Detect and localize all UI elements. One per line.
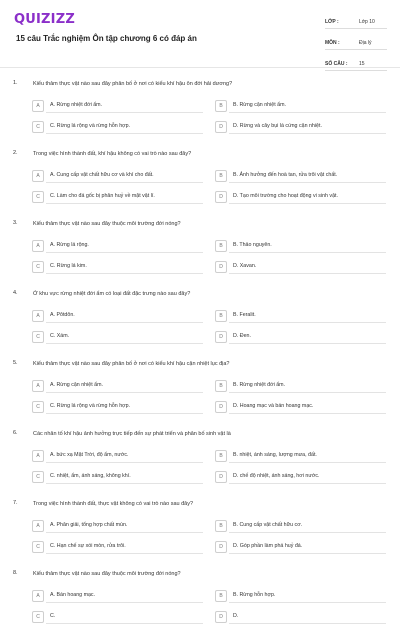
option-underline [46,343,203,344]
option-letter-box: C [32,331,44,343]
option-text: A. bức xạ Mặt Trời, độ ẩm, nước. [50,452,129,458]
question-number: 1. [13,80,18,86]
option-underline [46,392,203,393]
answer-option-b[interactable] [215,380,398,391]
option-underline [46,623,203,624]
option-letter-box: C [32,401,44,413]
answer-option-c[interactable] [32,401,215,412]
question-list [0,68,400,640]
option-text: A. Rừng cận nhiệt ẩm. [50,382,104,388]
question-text: Các nhân tố khí hậu ảnh hưởng trực tiếp đến sự phát triển và phân bố sinh vật là [33,431,231,437]
option-underline [229,392,386,393]
option-underline [46,483,203,484]
answer-option-a[interactable] [32,520,215,531]
option-underline [229,182,386,183]
option-letter-box: D [215,401,227,413]
option-text: A. Phân giải, tổng hợp chất mùn. [50,522,128,528]
worksheet-title: 15 câu Trắc nghiệm Ôn tập chương 6 có đáp án [16,34,197,43]
answer-option-c[interactable] [32,191,215,202]
option-text: C. Rừng lá rộng và rừng hỗn hợp. [50,403,131,409]
question-item [0,150,400,220]
option-text: C. Xám. [50,333,70,339]
option-letter-box: B [215,240,227,252]
option-letter-box: B [215,380,227,392]
option-row [0,121,400,142]
option-text: C. Làm cho đá gốc bị phân huỷ về mặt vật lí. [50,193,155,199]
option-text: D. Góp phần làm phá huỷ đá. [233,543,303,549]
option-text: D. Xavan. [233,263,257,269]
option-row [0,380,400,401]
answer-option-d[interactable] [215,471,398,482]
option-text: D. Đen. [233,333,251,339]
answer-option-b[interactable] [215,450,398,461]
meta-label: SỐ CÂU : [325,61,348,67]
option-text: A. Rừng lá rộng. [50,242,89,248]
option-letter-box: A [32,590,44,602]
answer-option-d[interactable] [215,401,398,412]
option-underline [46,462,203,463]
option-text: B. Rừng cận nhiệt ẩm. [233,102,287,108]
option-letter-box: D [215,471,227,483]
question-item [0,500,400,570]
question-item [0,570,400,640]
option-letter-box: A [32,310,44,322]
answer-option-c[interactable] [32,121,215,132]
option-underline [229,322,386,323]
option-text: A. Cung cấp vật chất hữu cơ và khí cho đất. [50,172,154,178]
option-letter-box: A [32,170,44,182]
option-letter-box: B [215,450,227,462]
option-row [0,450,400,471]
answer-option-b[interactable] [215,170,398,181]
option-underline [46,252,203,253]
option-underline [229,252,386,253]
option-letter-box: D [215,121,227,133]
question-number: 5. [13,360,18,366]
option-letter-box: B [215,170,227,182]
question-line [0,150,400,170]
question-number: 8. [13,570,18,576]
option-underline [229,462,386,463]
question-line [0,570,400,590]
meta-value: Địa lý [359,40,372,46]
option-text: C. [50,613,56,619]
option-text: A. Pôtdôn. [50,312,75,318]
option-text: D. Hoang mạc và bán hoang mạc. [233,403,314,409]
question-line [0,500,400,520]
option-row [0,471,400,492]
answer-option-b[interactable] [215,310,398,321]
option-underline [229,532,386,533]
answer-option-c[interactable] [32,541,215,552]
question-item [0,430,400,500]
option-letter-box: A [32,240,44,252]
question-text: Kiểu thảm thực vật nào sau đây phân bố ở nơi có kiểu khí hậu cận nhiệt lục địa? [33,361,230,367]
question-item [0,80,400,150]
option-row [0,261,400,282]
answer-option-d[interactable] [215,541,398,552]
option-letter-box: B [215,100,227,112]
option-letter-box: B [215,590,227,602]
answer-option-d[interactable] [215,331,398,342]
option-text: B. Ảnh hưởng đến hoà tan, rửa trôi vật chất. [233,172,338,178]
answer-option-d[interactable] [215,261,398,272]
answer-option-b[interactable] [215,240,398,251]
option-row [0,331,400,352]
answer-option-b[interactable] [215,590,398,601]
meta-row-grade [325,12,387,29]
question-item [0,290,400,360]
answer-option-a[interactable] [32,240,215,251]
option-underline [46,602,203,603]
question-line [0,220,400,240]
option-underline [229,133,386,134]
answer-option-d[interactable] [215,121,398,132]
option-underline [46,112,203,113]
option-text: A. Bán hoang mạc. [50,592,96,598]
option-text: C. Rừng lá kim. [50,263,87,269]
answer-option-a[interactable] [32,100,215,111]
question-number: 3. [13,220,18,226]
option-underline [229,343,386,344]
worksheet-header [0,0,400,68]
option-text: D. Tạo môi trường cho hoạt động vi sinh vật. [233,193,338,199]
question-item [0,360,400,430]
option-text: A. Rừng nhiệt đới ẩm. [50,102,103,108]
answer-option-d[interactable] [215,611,398,622]
option-row [0,611,400,632]
option-underline [46,133,203,134]
option-text: D. Rừng và cây bụi lá cứng cận nhiệt. [233,123,322,129]
option-row [0,240,400,261]
option-letter-box: C [32,191,44,203]
option-row [0,541,400,562]
option-letter-box: B [215,520,227,532]
option-underline [229,483,386,484]
answer-option-b[interactable] [215,520,398,531]
option-letter-box: A [32,520,44,532]
question-number: 6. [13,430,18,436]
meta-label: MÔN : [325,40,340,46]
option-letter-box: D [215,611,227,623]
meta-value: 15 [359,61,365,67]
question-text: Kiểu thảm thực vật nào sau đây thuộc môi trường đới nóng? [33,571,181,577]
question-line [0,290,400,310]
option-row [0,191,400,212]
option-underline [46,203,203,204]
option-text: B. Thảo nguyên. [233,242,272,248]
option-underline [229,273,386,274]
option-underline [229,602,386,603]
option-letter-box: B [215,310,227,322]
question-text: Kiểu thảm thực vật nào sau đây phân bố ở nơi có kiểu khí hậu ôn đới hải dương? [33,81,233,87]
option-letter-box: C [32,541,44,553]
option-underline [229,553,386,554]
option-letter-box: A [32,100,44,112]
answer-option-d[interactable] [215,191,398,202]
option-letter-box: D [215,191,227,203]
answer-option-c[interactable] [32,611,215,622]
answer-option-a[interactable] [32,170,215,181]
answer-option-b[interactable] [215,100,398,111]
question-number: 2. [13,150,18,156]
option-text: B. Rừng nhiệt đới ẩm. [233,382,286,388]
option-letter-box: D [215,541,227,553]
option-row [0,520,400,541]
question-number: 7. [13,500,18,506]
option-letter-box: D [215,261,227,273]
option-letter-box: C [32,121,44,133]
question-text: Kiểu thảm thực vật nào sau đây thuộc môi trường đới nóng? [33,221,181,227]
option-text: C. Hạn chế sự xói mòn, rửa trôi. [50,543,126,549]
option-letter-box: C [32,471,44,483]
answer-option-a[interactable] [32,310,215,321]
question-line [0,80,400,100]
answer-option-a[interactable] [32,450,215,461]
quizizz-logo: QUIZIZZ [14,12,75,27]
meta-label: LỚP : [325,19,339,25]
option-text: D. chế độ nhiệt, ánh sáng, hơi nước. [233,473,320,479]
answer-option-c[interactable] [32,261,215,272]
option-row [0,100,400,121]
meta-value: Lớp 10 [359,19,375,25]
option-letter-box: A [32,450,44,462]
question-item [0,220,400,290]
answer-option-a[interactable] [32,380,215,391]
option-text: B. nhiệt, ánh sáng, lượng mưa, đất. [233,452,317,458]
answer-option-c[interactable] [32,331,215,342]
option-text: C. nhiệt, ẩm, ánh sáng, không khí. [50,473,131,479]
question-text: Trong việc hình thành đất, thực vật không có vai trò nào sau đây? [33,501,194,507]
option-underline [46,413,203,414]
option-underline [46,273,203,274]
option-row [0,401,400,422]
meta-row-question-count [325,54,387,71]
answer-option-c[interactable] [32,471,215,482]
option-underline [46,532,203,533]
header-divider [0,67,400,68]
option-underline [46,322,203,323]
option-letter-box: C [32,611,44,623]
question-number: 4. [13,290,18,296]
worksheet-meta [325,12,387,75]
option-text: B. Rừng hỗn hợp. [233,592,276,598]
option-underline [229,413,386,414]
option-text: C. Rừng lá rộng và rừng hỗn hợp. [50,123,131,129]
option-underline [229,203,386,204]
question-line [0,430,400,450]
option-underline [46,182,203,183]
answer-option-a[interactable] [32,590,215,601]
option-underline [229,112,386,113]
meta-row-subject [325,33,387,50]
option-row [0,590,400,611]
option-row [0,170,400,191]
question-line [0,360,400,380]
question-text: Trong việc hình thành đất, khí hậu không có vai trò nào sau đây? [33,151,192,157]
option-underline [229,623,386,624]
option-underline [46,553,203,554]
option-row [0,310,400,331]
option-letter-box: D [215,331,227,343]
option-text: B. Cung cấp vật chất hữu cơ. [233,522,303,528]
option-letter-box: A [32,380,44,392]
option-text: D. [233,613,239,619]
question-text: Ở khu vực rừng nhiệt đới ẩm có loại đất đặc trưng nào sau đây? [33,291,191,297]
option-text: B. Feralit. [233,312,256,318]
option-letter-box: C [32,261,44,273]
